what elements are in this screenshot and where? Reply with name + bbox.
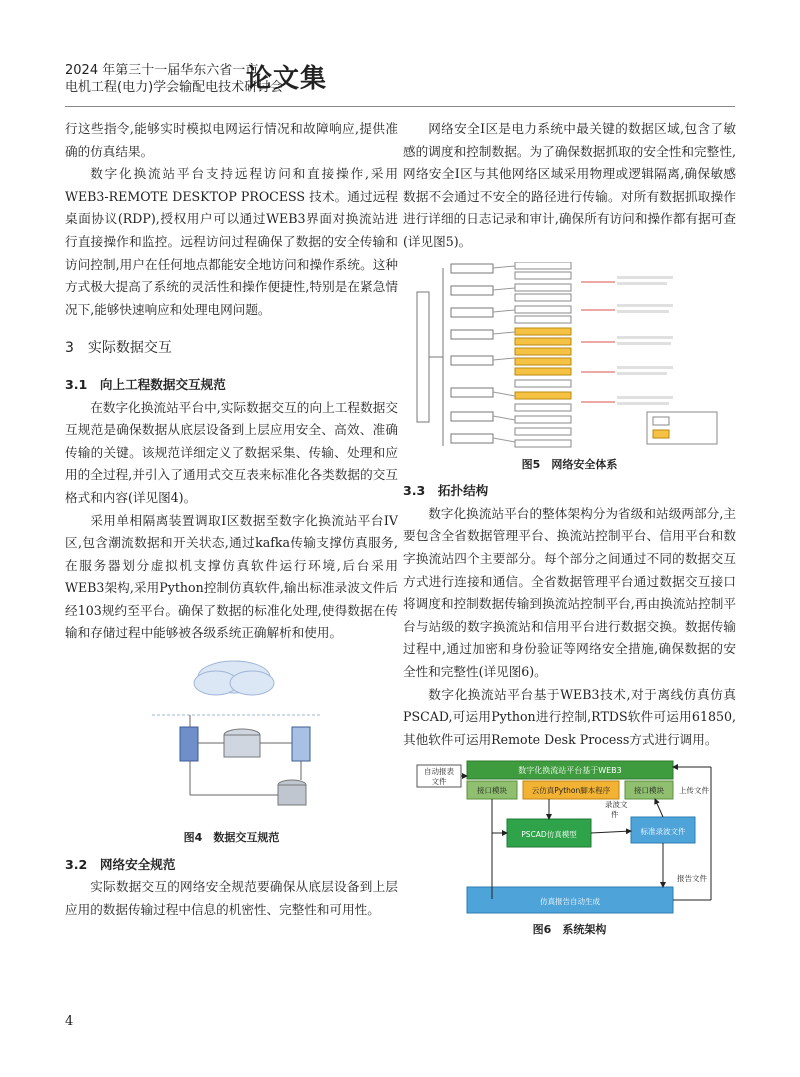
page-number: 4 <box>65 1014 74 1029</box>
figure-5-caption: 图5 网络安全体系 <box>521 457 618 471</box>
section-heading-3: 3 实际数据交互 <box>65 340 172 357</box>
fig6-interface-left: 接口模块 <box>476 786 507 796</box>
fig6-top-label: 数字化换流站平台基于WEB3 <box>517 766 622 776</box>
fig6-input-label-a: 自动报表 <box>423 767 454 777</box>
paragraph: 在数字化换流站平台中,实际数据交互的向上工程数据交互规范是确保数据从底层设备到上层应用安全、高效、准确传输的关键。该规范详细定义了数据采集、传输、处理和应用的全过程,并引入了通用式交互表来标准化各类数据的交互格式和内容(详见图4)。 <box>65 399 398 505</box>
fig6-interface-right: 接口模块 <box>633 786 664 796</box>
fig6-python-script: 云仿真Python脚本程序 <box>531 786 610 796</box>
paragraph: 行这些指令,能够实时模拟电网运行情况和故障响应,提供准确的仿真结果。 <box>65 121 398 159</box>
paragraph: 实际数据交互的网络安全规范要确保从底层设备到上层应用的数据传输过程中信息的机密性、完整性和可用性。 <box>65 879 398 917</box>
fig6-upload-label: 上传文件 <box>678 786 709 796</box>
figure-4-data-exchange-diagram <box>142 655 322 825</box>
fig6-report: 仿真报告自动生成 <box>539 897 600 907</box>
fig6-pscad: PSCAD仿真模型 <box>520 830 577 840</box>
fig6-input-label-b: 文件 <box>431 777 446 787</box>
fig6-std-wave-file: 标准录波文件 <box>640 827 685 837</box>
subsection-heading-3-2: 3.2 网络安全规范 <box>65 856 176 872</box>
figure-4-caption: 图4 数据交互规范 <box>183 831 280 845</box>
subsection-heading-3-3: 3.3 拓扑结构 <box>403 483 489 499</box>
header-title: 论文集 <box>246 64 328 94</box>
right-column <box>403 118 736 944</box>
paragraph: 数字化换流站平台基于WEB3技术,对于离线仿真仿真PSCAD,可运用Python进行控制,RTDS软件可运用61850,其他软件可运用Remote Desk Process方式进行调用。 <box>403 686 736 747</box>
header-line2: 电机工程(电力)学会输配电技术研讨会 <box>65 80 284 95</box>
fig6-wave-label-a: 录波文 <box>604 800 627 810</box>
figure-6-caption: 图6 系统架构 <box>532 923 607 937</box>
paragraph: 网络安全I区是电力系统中最关键的数据区域,包含了敏感的调度和控制数据。为了确保数据抓取的安全性和完整性,网络安全I区与其他网络区域采用物理或逻辑隔离,确保敏感数据不会通过不安全的路径进行传输。对所有数据抓取操作进行详细的日志记录和审计,确保所有访问和操作都有据可查(详见图5)。 <box>403 121 736 249</box>
fig6-report-file-label: 报告文件 <box>676 874 707 884</box>
header-line1: 2024 年第三十一届华东六省一市 <box>65 63 259 78</box>
figure-6-system-architecture-diagram <box>415 759 725 917</box>
figure-5-network-security-diagram <box>415 262 725 452</box>
paragraph: 采用单相隔离装置调取I区数据至数字化换流站平台IV区,包含潮流数据和开关状态,通过kafka传输支撑仿真服务,在服务器划分虚拟机支撑仿真软件运行环境,后台采用WEB3架构,采用Python控制仿真软件,输出标准录波文件后经103规约至平台。确保了数据的标准化处理,使得数据在传输和存储过程中能够被各级系统正确解析和使用。 <box>65 512 398 641</box>
left-column <box>65 118 398 921</box>
fig6-wave-label-b: 件 <box>610 810 618 820</box>
subsection-heading-3-1: 3.1 向上工程数据交互规范 <box>65 376 226 392</box>
header-rule <box>65 106 735 107</box>
paragraph: 数字化换流站平台支持远程访问和直接操作,采用 WEB3-REMOTE DESKTOP PROCESS 技术。通过远程桌面协议(RDP),授权用户可以通过WEB3界面对换流站进行直接操作和监控。远程访问过程确保了数据的安全传输和访问控制,用户在任何地点都能安全地访问和操作系统。这种方式极大提高了系统的灵活性和操作便捷性,特别是在紧急情况下,能够快速响应和处理电网问题。 <box>65 166 398 317</box>
paragraph: 数字化换流站平台的整体架构分为省级和站级两部分,主要包含全省数据管理平台、换流站控制平台、信用平台和数字换流站四个主要部分。每个部分之间通过不同的数据交互方式进行连接和通信。全省数据管理平台通过数据交互接口将调度和控制数据传输到换流站控制平台,再由换流站控制平台与站级的数字换流站和信用平台进行数据交换。数据传输过程中,通过加密和身份验证等网络安全措施,确保数据的安全性和完整性(详见图6)。 <box>403 505 736 679</box>
